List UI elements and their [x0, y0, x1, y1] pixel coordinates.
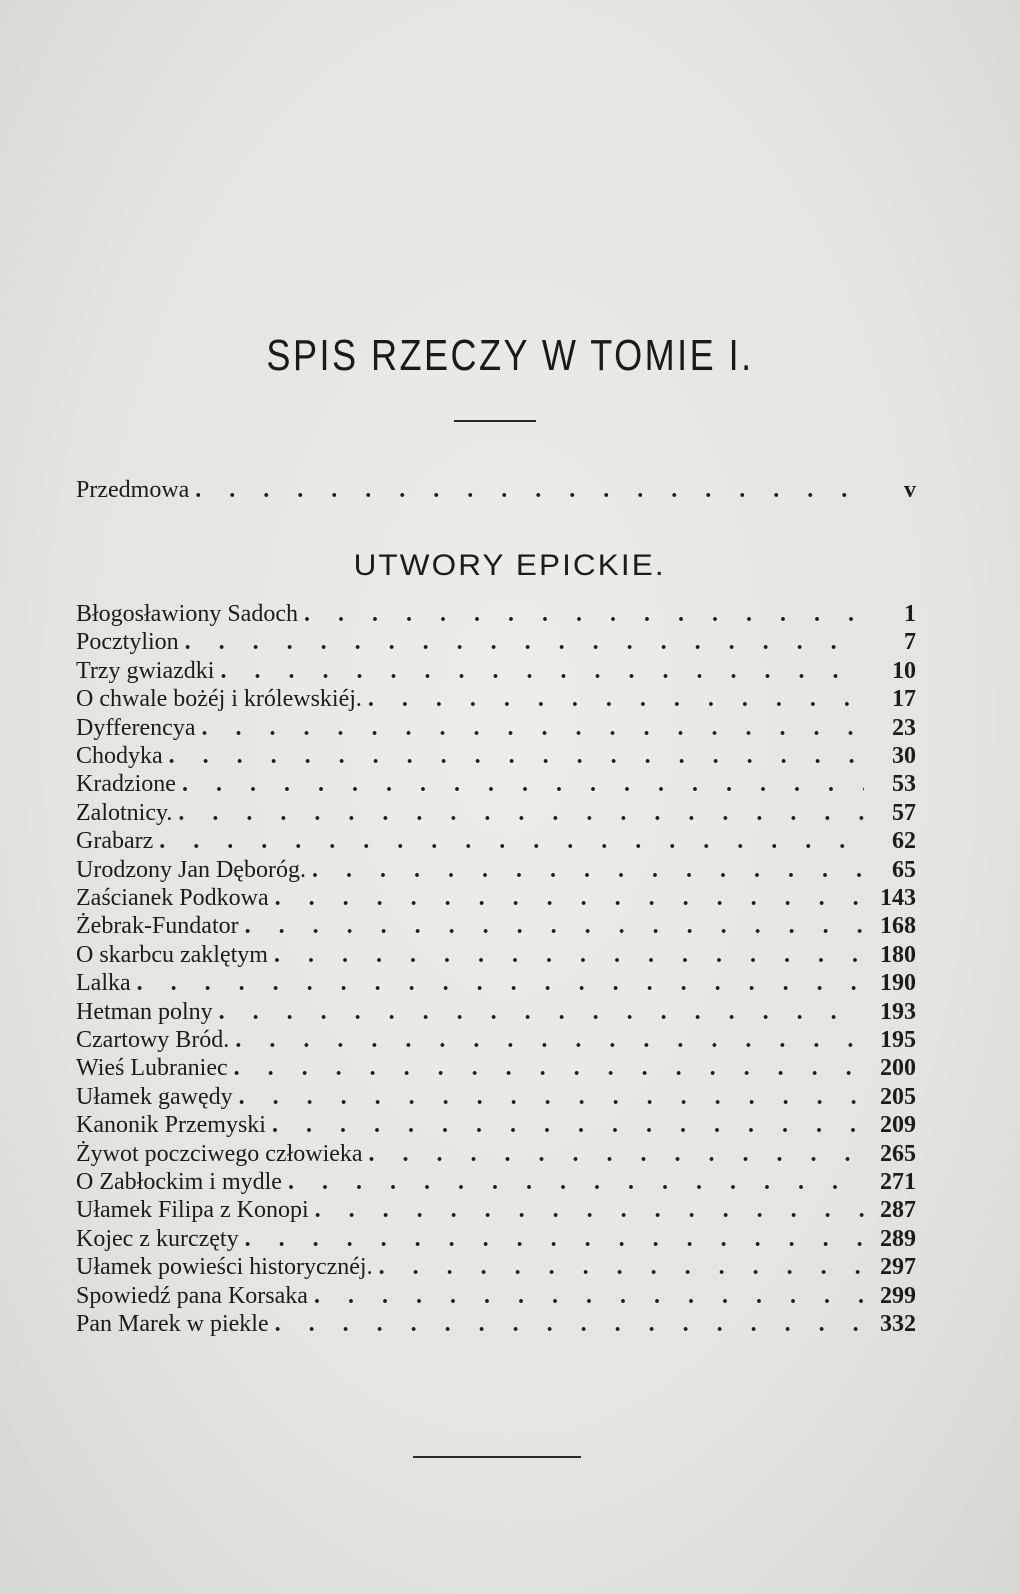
- dot-leader: [182, 770, 864, 798]
- dot-leader: [312, 856, 864, 884]
- toc-entry: [76, 1282, 916, 1310]
- dot-leader: [201, 714, 864, 742]
- toc-entry-title: Kanonik Przemyski: [76, 1112, 266, 1139]
- dot-leader: [169, 742, 864, 770]
- toc-entry-page: 10: [892, 657, 916, 684]
- toc-entry-page: 30: [892, 743, 916, 769]
- toc-entry: [76, 1168, 916, 1196]
- dot-leader: [234, 1054, 864, 1082]
- toc-entry-title: Błogosławiony Sadoch: [76, 601, 298, 627]
- toc-entry-title: O skarbcu zaklętym: [76, 941, 268, 968]
- toc-entry-page: 143: [880, 885, 916, 911]
- toc-entry: [76, 1026, 916, 1054]
- toc-entry-page: 195: [880, 1027, 916, 1053]
- toc-entry-page: v: [904, 477, 916, 503]
- toc-entry-page: 1: [904, 601, 916, 627]
- toc-entry: [76, 856, 916, 884]
- page-title: SPIS RZECZY W TOMIE I.: [266, 331, 754, 380]
- toc-entry-page: 7: [904, 629, 916, 656]
- toc-entry-page: 193: [880, 998, 916, 1025]
- toc-entry-title: Ułamek gawędy: [76, 1083, 233, 1110]
- dot-leader: [245, 1225, 864, 1253]
- toc-entry-page: 17: [892, 686, 916, 713]
- section-heading: UTWORY EPICKIE.: [353, 549, 667, 582]
- toc-entry-page: 65: [892, 856, 916, 883]
- toc-entry-title: Zalotnicy.: [76, 799, 173, 826]
- toc-entry-title: Pan Marek w piekle: [76, 1311, 269, 1337]
- toc-entry-title: Ułamek powieści historycznéj.: [76, 1254, 373, 1281]
- toc-entry: [76, 912, 916, 940]
- toc-entry: [76, 1083, 916, 1111]
- toc-entry-page: 299: [880, 1282, 916, 1309]
- toc-entry: [76, 941, 916, 969]
- dot-leader: [137, 969, 864, 997]
- toc-entry-title: Dyfferencya: [76, 714, 196, 741]
- toc-entry-title: Kradzione: [76, 771, 176, 798]
- title-divider: [454, 420, 536, 422]
- toc-entry-title: Czartowy Bród.: [76, 1027, 230, 1053]
- dot-leader: [304, 600, 864, 628]
- toc-entry: [76, 714, 916, 742]
- dot-leader: [288, 1168, 864, 1196]
- toc-entry: [76, 969, 916, 997]
- toc-entry: [76, 1054, 916, 1082]
- toc-entry-page: 287: [880, 1197, 916, 1224]
- toc-entry-page: 190: [880, 970, 916, 997]
- toc-entry: [76, 628, 916, 656]
- toc-entry-page: 265: [880, 1140, 916, 1167]
- toc-entry-page: 200: [880, 1055, 916, 1082]
- toc-entry: [76, 600, 916, 628]
- toc-entry-title: Żywot poczciwego człowieka: [76, 1140, 363, 1167]
- toc-entry-page: 180: [880, 941, 916, 968]
- dot-leader: [314, 1282, 864, 1310]
- toc-entry: [76, 657, 916, 685]
- toc-entry-title: Żebrak-Fundator: [76, 913, 239, 940]
- toc-entry-title: Spowiedź pana Korsaka: [76, 1282, 308, 1309]
- dot-leader: [178, 799, 864, 827]
- toc-entry-title: Lalka: [76, 970, 131, 997]
- toc-entry: [76, 827, 916, 855]
- toc-entry-page: 209: [880, 1112, 916, 1139]
- dot-leader: [220, 657, 864, 685]
- dot-leader: [275, 884, 864, 912]
- toc-entry-title: Wieś Lubraniec: [76, 1055, 228, 1082]
- toc-entry-title: Grabarz: [76, 828, 154, 855]
- toc-entry-page: 168: [880, 913, 916, 940]
- dot-leader: [195, 476, 864, 504]
- toc-entry: [76, 799, 916, 827]
- dot-leader: [185, 628, 864, 656]
- toc-entry: [76, 884, 916, 912]
- toc-entry-page: 289: [880, 1225, 916, 1252]
- dot-leader: [275, 1310, 864, 1338]
- toc-entry-page: 62: [892, 828, 916, 855]
- toc-entry: [76, 742, 916, 770]
- toc-entry: [76, 998, 916, 1026]
- dot-leader: [315, 1196, 864, 1224]
- toc-entry-preface: [76, 476, 916, 504]
- dot-leader: [235, 1026, 864, 1054]
- toc-entry: [76, 1140, 916, 1168]
- dot-leader: [369, 1140, 864, 1168]
- dot-leader: [274, 941, 864, 969]
- toc-entry-title: Hetman polny: [76, 998, 213, 1025]
- toc-entry: [76, 1196, 916, 1224]
- dot-leader: [272, 1111, 864, 1139]
- toc-entry-page: 205: [880, 1083, 916, 1110]
- toc-entry-title: O chwale bożéj i królewskiéj.: [76, 686, 362, 713]
- toc-entry-page: 57: [892, 799, 916, 826]
- dot-leader: [368, 685, 864, 713]
- toc-entry-title: Kojec z kurczęty: [76, 1225, 239, 1252]
- toc-entry-title: Ułamek Filipa z Konopi: [76, 1197, 309, 1224]
- toc-entry-page: 332: [880, 1311, 916, 1337]
- toc-entry: [76, 1111, 916, 1139]
- toc-entry-title: Trzy gwiazdki: [76, 657, 215, 684]
- toc-entry-title: O Zabłockim i mydle: [76, 1169, 282, 1195]
- toc-entry: [76, 1253, 916, 1281]
- toc-entry-page: 297: [880, 1254, 916, 1281]
- toc-entry: [76, 770, 916, 798]
- closing-divider: [413, 1456, 581, 1458]
- toc-entry-title: Zaścianek Podkowa: [76, 885, 269, 911]
- dot-leader: [159, 827, 864, 855]
- toc-entry-page: 53: [892, 771, 916, 798]
- dot-leader: [239, 1083, 864, 1111]
- toc-entry-title: Przedmowa: [76, 477, 190, 503]
- toc-entry-page: 23: [892, 714, 916, 741]
- toc-entry: [76, 1225, 916, 1253]
- toc-entry-page: 271: [880, 1169, 916, 1195]
- dot-leader: [245, 912, 864, 940]
- toc-entry: [76, 1310, 916, 1338]
- toc-entry-title: Chodyka: [76, 743, 163, 769]
- toc-entry: [76, 685, 916, 713]
- dot-leader: [219, 998, 864, 1026]
- toc-entry-title: Pocztylion: [76, 629, 179, 656]
- toc-entry-title: Urodzony Jan Dęboróg.: [76, 856, 306, 883]
- dot-leader: [379, 1253, 864, 1281]
